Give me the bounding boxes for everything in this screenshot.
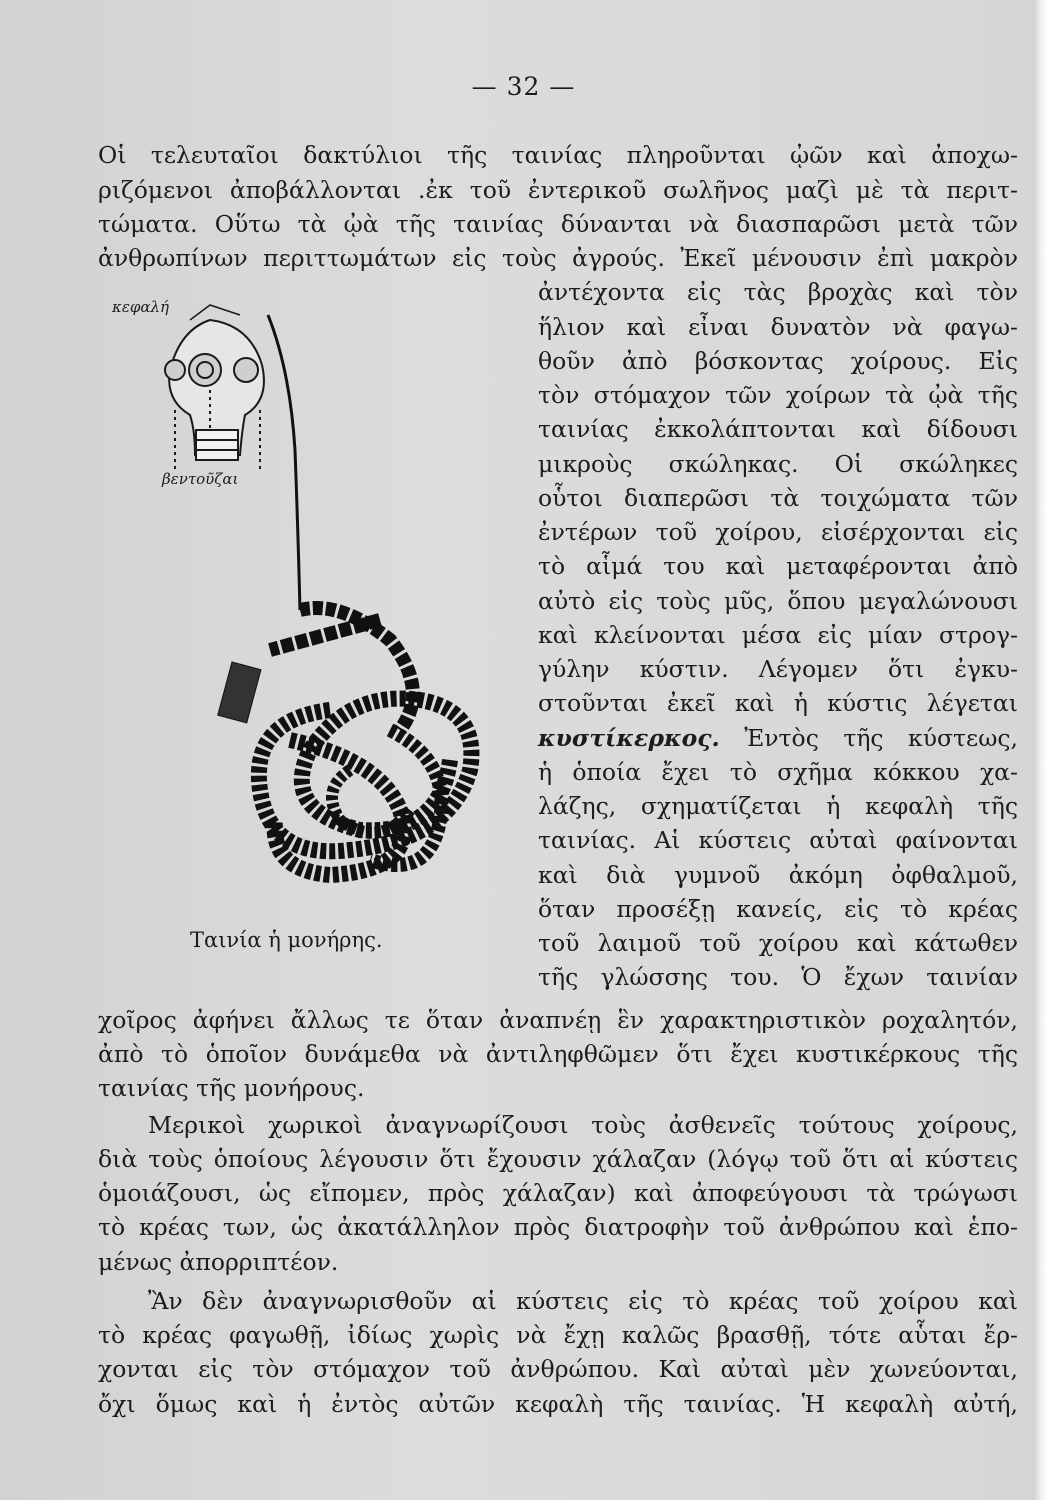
text-line: τὸ κρέας φαγωθῇ, ἰδίως χωρὶς νὰ ἔχῃ καλῶς βρασθῇ, τότε αὗται ἔρ- xyxy=(98,1321,1018,1349)
text-line: μένως ἀπορριπτέον. xyxy=(98,1248,339,1276)
text-line: ἡ ὁποία ἔχει τὸ σχῆμα κόκκου χα- xyxy=(538,758,1018,786)
text-line: μικροὺς σκώληκας. Οἱ σκώληκες xyxy=(538,450,1018,478)
text-line: στοῦνται ἐκεῖ καὶ ἡ κύστις λέγεται xyxy=(538,689,1018,717)
text-line: διὰ τοὺς ὁποίους λέγουσιν ὅτι ἔχουσιν χάλαζαν (λόγῳ τοῦ ὅτι αἱ κύστεις xyxy=(98,1145,1018,1173)
text-line: ἀντέχοντα εἰς τὰς βροχὰς καὶ τὸν xyxy=(538,278,1018,306)
text-line: ἥλιον καὶ εἶναι δυνατὸν νὰ φαγω- xyxy=(538,313,1018,341)
text-line: ριζόμενοι ἀποβάλλονται .ἐκ τοῦ ἐντερικοῦ σωλῆνος μαζὶ μὲ τὰ περιτ- xyxy=(98,176,1018,204)
text-line: Οἱ τελευταῖοι δακτύλιοι τῆς ταινίας πληροῦνται ᾠῶν καὶ ἀποχω- xyxy=(98,141,1018,169)
text-line-cysticercus xyxy=(538,723,1018,753)
proglottid-chain xyxy=(218,608,472,875)
text-line: καὶ κλείνονται μέσα εἰς μίαν στρογ- xyxy=(538,621,1018,649)
figure-caption: Ταινία ἡ μονήρης. xyxy=(190,928,383,952)
text-line: ταινίας ἐκκολάπτονται καὶ δίδουσι xyxy=(538,415,1018,443)
text-line: τῆς γλώσσης του. Ὁ ἔχων ταινίαν xyxy=(538,963,1018,991)
figure-label-head: κεφαλή xyxy=(112,298,170,316)
figure-label-suckers: βεντοῦζαι xyxy=(162,470,239,488)
text-line: καὶ διὰ γυμνοῦ ἀκόμη ὀφθαλμοῦ, xyxy=(538,861,1018,889)
page-edge xyxy=(1033,0,1047,1500)
text-line: χοῖρος ἀφήνει ἄλλως τε ὅταν ἀναπνέῃ ἓν χαρακτηριστικὸν ροχαλητόν, xyxy=(98,1006,1018,1034)
text-line: ὅταν προσέξῃ κανείς, εἰς τὸ κρέας xyxy=(538,895,1018,923)
text-line: ταινίας. Αἱ κύστεις αὐταὶ φαίνονται xyxy=(538,826,1018,854)
scolex-drawing xyxy=(165,305,264,470)
text-line: τὸ κρέας των, ὡς ἀκατάλληλον πρὸς διατροφὴν τοῦ ἀνθρώπου καὶ ἑπο- xyxy=(98,1213,1018,1241)
text-line: τὸν στόμαχον τῶν χοίρων τὰ ᾠὰ τῆς xyxy=(538,381,1018,409)
page-number: — 32 — xyxy=(471,72,576,101)
text-line: ἀνθρωπίνων περιττωμάτων εἰς τοὺς ἀγρούς. Ἐκεῖ μένουσιν ἐπὶ μακρὸν xyxy=(98,244,1018,272)
text-line: οὗτοι διαπερῶσι τὰ τοιχώματα τῶν xyxy=(538,484,1018,512)
text-line: Μερικοὶ χωρικοὶ ἀναγνωρίζουσι τοὺς ἀσθενεῖς τούτους χοίρους, xyxy=(148,1111,1018,1139)
term-cysticercus: κυστίκερκος. xyxy=(538,724,720,752)
text-line: ὄχι ὅμως καὶ ἡ ἐντὸς αὐτῶν κεφαλὴ τῆς ταινίας. Ἡ κεφαλὴ αὐτή, xyxy=(98,1390,1018,1418)
text-line: λάζης, σχηματίζεται ἡ κεφαλὴ τῆς xyxy=(538,792,1018,820)
text-line: τὸ αἷμά του καὶ μεταφέρονται ἀπὸ xyxy=(538,552,1018,580)
text-line: χονται εἰς τὸν στόμαχον τοῦ ἀνθρώπου. Καὶ αὐταὶ μὲν χωνεύονται, xyxy=(98,1355,1018,1383)
text-fragment: Ἐντὸς τῆς κύστεως, xyxy=(744,724,1018,752)
text-line: θοῦν ἀπὸ βόσκοντας χοίρους. Εἰς xyxy=(538,347,1018,375)
text-line: ὁμοιάζουσι, ὡς εἴπομεν, πρὸς χάλαζαν) καὶ ἀποφεύγουσι τὰ τρώγωσι xyxy=(98,1179,1018,1207)
text-line: ἀπὸ τὸ ὁποῖον δυνάμεθα νὰ ἀντιληφθῶμεν ὅτι ἔχει κυστικέρκους τῆς xyxy=(98,1040,1018,1068)
text-line: αὐτὸ εἰς τοὺς μῦς, ὅπου μεγαλώνουσι xyxy=(538,587,1018,615)
text-line: τώματα. Οὕτω τὰ ᾠὰ τῆς ταινίας δύνανται νὰ διασπαρῶσι μετὰ τῶν xyxy=(98,210,1018,238)
tapeworm-illustration xyxy=(150,290,535,910)
text-line: ἐντέρων τοῦ χοίρου, εἰσέρχονται εἰς xyxy=(538,518,1018,546)
text-line: γύλην κύστιν. Λέγομεν ὅτι ἐγκυ- xyxy=(538,655,1018,683)
text-line: Ἂν δὲν ἀναγνωρισθοῦν αἱ κύστεις εἰς τὸ κρέας τοῦ χοίρου καὶ xyxy=(148,1287,1018,1315)
text-line: τοῦ λαιμοῦ τοῦ χοίρου καὶ κάτωθεν xyxy=(538,929,1018,957)
text-line: ταινίας τῆς μονήρους. xyxy=(98,1074,365,1102)
